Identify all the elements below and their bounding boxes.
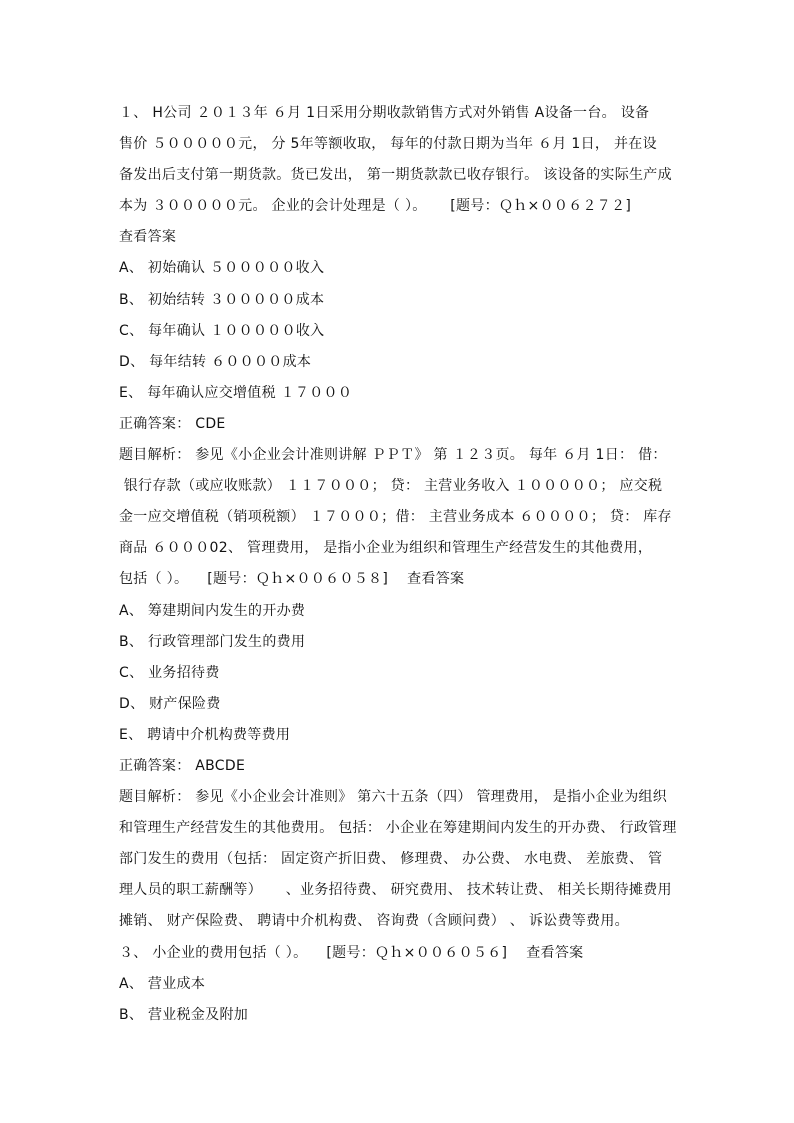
q1-stem-line-4: 本为 ３０００００元。 企业的会计处理是（ ）。 [题号：Ｑｈ×００６２７２] <box>119 198 632 215</box>
q2-option-e: E、 聘请中介机构费等费用 <box>119 726 291 743</box>
q1-stem-line-1: １、 H公司 ２０１３年 ６月 1日采用分期收款销售方式对外销售 A设备一台。 设备 <box>119 105 650 121</box>
q1-analysis-line-2: 银行存款（或应收账款） １１７０００； 贷： 主营业务收入 １０００００； 应交税 <box>119 478 663 495</box>
q1-correct-answer: 正确答案： CDE <box>119 415 226 432</box>
q1-stem-line-3: 备发出后支付第一期货款。货已发出， 第一期货款款已收存银行。 该设备的实际生产成 <box>119 167 672 184</box>
q2-option-b: B、 行政管理部门发生的费用 <box>119 633 306 650</box>
q1-option-a: A、 初始确认 ５０００００收入 <box>119 260 325 277</box>
q2-analysis-line-3: 部门发生的费用（包括： 固定资产折旧费、 修理费、 办公费、 水电费、 差旅费、 管 <box>119 851 663 868</box>
document-body <box>119 98 679 1031</box>
q2-correct-answer: 正确答案： ABCDE <box>119 757 246 774</box>
q2-analysis-line-4: 理人员的职工薪酬等） 、业务招待费、 研究费用、 技术转让费、 相关长期待摊费用 <box>119 882 672 899</box>
q2-analysis-line-5: 摊销、 财产保险费、 聘请中介机构费、 咨询费（含顾问费） 、 诉讼费等费用。 <box>119 913 629 930</box>
q1-option-c: C、 每年确认 １０００００收入 <box>119 322 325 339</box>
q2-analysis-line-1: 题目解析： 参见《小企业会计准则》 第六十五条（四） 管理费用， 是指小企业为组织 <box>119 789 668 806</box>
q2-option-c: C、 业务招待费 <box>119 664 220 681</box>
q1-option-d: D、 每年结转 ６００００成本 <box>119 353 312 370</box>
q1-analysis-line-3: 金一应交增值税（销项税额） １７０００；借： 主营业务成本 ６００００； 贷： 库存 <box>119 509 672 526</box>
q1-view-answer-link[interactable]: 查看答案 <box>119 229 177 246</box>
q2-stem-line-1: 商品 ６０００02、 管理费用， 是指小企业为组织和管理生产经营发生的其他费用， <box>119 540 653 557</box>
q2-analysis-line-2: 和管理生产经营发生的其他费用。 包括： 小企业在筹建期间内发生的开办费、 行政管理 <box>119 820 677 837</box>
q1-stem-line-2: 售价 ５０００００元， 分 5年等额收取， 每年的付款日期为当年 ６月 1日， 并在设 <box>119 136 657 153</box>
q1-analysis-line-1: 题目解析： 参见《小企业会计准则讲解 ＰＰＴ》 第 １２３页。 每年 ６月 1日： 借： <box>119 447 667 464</box>
q2-option-a: A、 筹建期间内发生的开办费 <box>119 602 306 619</box>
q3-option-b: B、 营业税金及附加 <box>119 1006 249 1023</box>
q3-stem: ３、 小企业的费用包括（ ）。 [题号：Ｑｈ×００６０５６] 查看答案 <box>119 944 584 961</box>
q3-option-a: A、 营业成本 <box>119 975 206 992</box>
q1-option-b: B、 初始结转 ３０００００成本 <box>119 291 325 308</box>
q2-option-d: D、 财产保险费 <box>119 695 221 712</box>
q1-option-e: E、 每年确认应交增值税 １７０００ <box>119 384 353 401</box>
q2-stem-line-2: 包括（ ）。 [题号：Ｑｈ×００６０５８] 查看答案 <box>119 571 465 588</box>
